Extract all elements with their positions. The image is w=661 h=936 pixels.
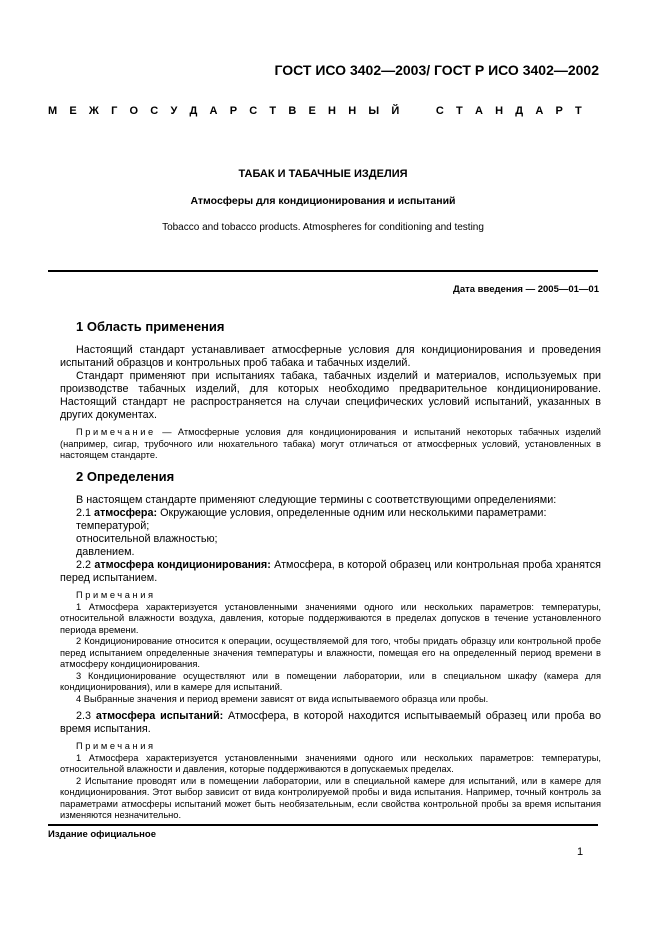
list-item: температурой;: [76, 520, 150, 532]
paragraph: Настоящий стандарт устанавливает атмосферные условия для кондиционирования и проведения испытаний образцов и контрольных проб табака и табачных изделий.: [60, 344, 601, 369]
letter: Е: [308, 105, 316, 117]
official-edition: Издание официальное: [48, 829, 156, 840]
interstate-standard-label: [48, 105, 582, 117]
footer-divider: [48, 824, 598, 826]
note: 3 Кондиционирование осуществляют или в помещении лаборатории, или в специальном шкафу (камера для кондиционирования), или в камере для испытаний.: [60, 670, 601, 692]
letter: М: [48, 105, 58, 117]
letter: С: [435, 105, 444, 117]
letter: В: [288, 105, 297, 117]
letter: Т: [456, 105, 463, 117]
letter: О: [129, 105, 139, 117]
note: 4 Выбранные значения и период времени зависят от вида испытываемого образца или пробы.: [76, 693, 489, 704]
note: [60, 427, 601, 462]
letter: Н: [328, 105, 336, 117]
letter: У: [170, 105, 178, 117]
letter: Ы: [368, 105, 380, 117]
paragraph: В настоящем стандарте применяют следующие термины с соответствующими определениями:: [76, 494, 557, 506]
note: 2 Кондиционирование относится к операции, осуществляемой для того, чтобы придать образцу или контрольной пробе перед испытанием определенные значения температуры и влажности, помещая его на определенный период времени в атмосферу кондиционирования.: [60, 636, 601, 669]
letter: Р: [555, 105, 563, 117]
divider: [48, 270, 598, 272]
note-text: — Атмосферные условия для кондиционирования и испытаний некоторых табачных изделий (например, сигар, трубочного или нюхательного табака) могут отличаться от атмосферных условий, установленных в настоящем стандарте.: [60, 427, 601, 460]
note: 1 Атмосфера характеризуется установленными значениями одного или нескольких параметров: температуры, относительной влажности и давления, которые поддерживаются в допускаемых пределах.: [60, 752, 601, 774]
definition-2-2: 2.2 атмосфера кондиционирования: Атмосфера, в которой образец или контрольная проба хранятся перед испытанием.: [60, 559, 601, 584]
letter: Ж: [88, 105, 99, 117]
list-item: давлением.: [76, 546, 135, 558]
letter: Н: [348, 105, 357, 117]
letter: Е: [69, 105, 77, 117]
page-number: 1: [577, 846, 584, 858]
introduction-date: Дата введения — 2005—01—01: [453, 284, 599, 295]
paragraph: Стандарт применяют при испытаниях табака, табачных изделий и материалов, используемых при производстве табачных изделий, для которых необходимо предварительное кондиционирование. Настоящий стандарт не распространяется на случаи специфических условий испытаний, указанных в других документах.: [60, 370, 601, 421]
note-label: Примечание: [76, 427, 156, 437]
letter: А: [535, 105, 544, 117]
letter: С: [249, 105, 258, 117]
section-2-heading: 2 Определения: [76, 469, 175, 484]
letter: А: [474, 105, 483, 117]
definition-2-1: 2.1 атмосфера: Окружающие условия, определенные одним или несколькими параметрами:: [76, 507, 547, 519]
letter: Г: [111, 105, 118, 117]
definition-2-3: 2.3 атмосфера испытаний: Атмосфера, в которой находится испытываемый образец или проба во время испытания.: [60, 710, 602, 735]
section-1-body: [60, 344, 601, 462]
note: 2 Испытание проводят или в помещении лаборатории, или в специальной камере для испытаний, или в камере для кондиционирования. Этот выбор зависит от вида контролируемой пробы и вида испытания. Например, точный контроль за параметрами атмосферы испытаний может быть необязательным, если свойства контрольной пробы за время испытания изменяются незначительно.: [60, 775, 601, 820]
letter: А: [209, 105, 218, 117]
section-1-heading: 1 Область применения: [76, 319, 225, 334]
note: 1 Атмосфера характеризуется установленными значениями одного или нескольких параметров: температуры, относительной влажности воздуха, давления, которые поддерживаются в пределах допусков в течение установленного периода времени.: [60, 601, 601, 635]
notes-label: Примечания: [76, 741, 156, 751]
english-title: Tobacco and tobacco products. Atmospheres for conditioning and testing: [162, 222, 484, 233]
letter: Т: [269, 105, 277, 117]
letter: Н: [495, 105, 504, 117]
document-code: ГОСТ ИСО 3402—2003/ ГОСТ Р ИСО 3402—2002: [274, 62, 599, 78]
letter: С: [150, 105, 159, 117]
section-2-body: [60, 494, 601, 822]
letter: Р: [229, 105, 238, 117]
letter: Й: [391, 105, 400, 117]
letter: Т: [575, 105, 582, 117]
notes-label: Примечания: [76, 590, 156, 600]
letter: Д: [189, 105, 198, 117]
document-subtitle: Атмосферы для кондиционирования и испытаний: [190, 195, 456, 207]
list-item: относительной влажностью;: [76, 533, 218, 545]
letter: Д: [515, 105, 524, 117]
document-title: ТАБАК И ТАБАЧНЫЕ ИЗДЕЛИЯ: [238, 168, 408, 180]
